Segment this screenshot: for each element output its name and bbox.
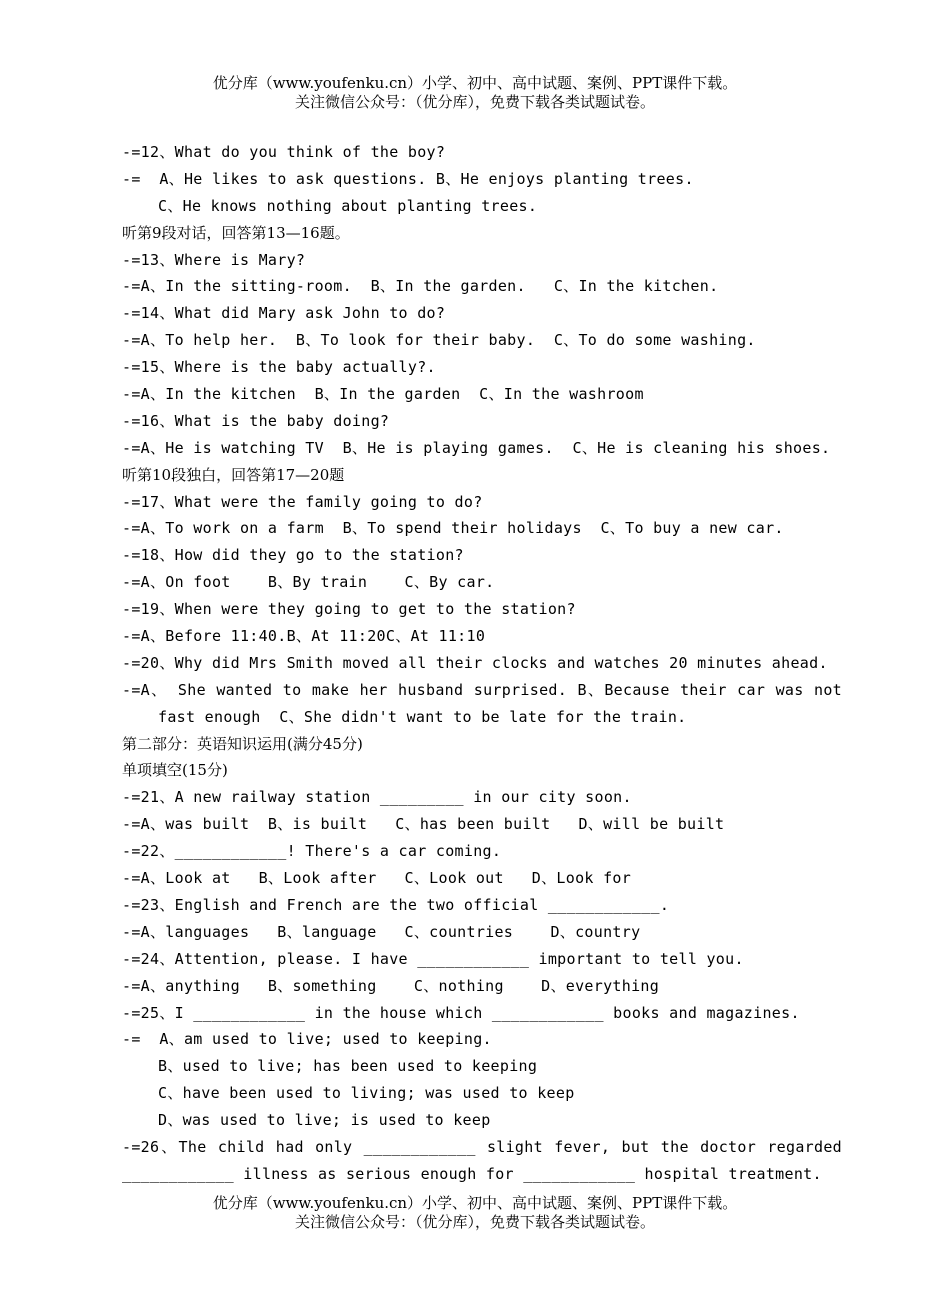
question-17: -=17、What were the family going to do? [122, 492, 483, 511]
question-26-cont: ____________ illness as serious enough for ____________ hospital treatment. [122, 1164, 822, 1183]
options-18: -=A、On foot B、By train C、By car. [122, 573, 495, 592]
question-12: -=12、What do you think of the boy? [122, 143, 446, 161]
footer-line-2: 关注微信公众号：（优分库），免费下载各类试题试卷。 [294, 1213, 655, 1231]
options-16: -=A、He is watching TV B、He is playing games. C、He is cleaning his shoes. [122, 438, 831, 457]
section-instruction: 听第10段独白，回答第17—20题 [122, 465, 345, 484]
part-heading: 第二部分：英语知识运用(满分45分) [122, 734, 363, 753]
option-25-c: C、have been used to living; was used to keep [158, 1084, 575, 1103]
option-25-a: -= A、am used to live; used to keeping. [122, 1030, 492, 1049]
question-24: -=24、Attention, please. I have ____________ important to tell you. [122, 949, 744, 968]
question-25: -=25、I ____________ in the house which ____________ books and magazines. [122, 1003, 800, 1022]
question-13: -=13、Where is Mary? [122, 250, 306, 269]
options-15: -=A、In the kitchen B、In the garden C、In the washroom [122, 385, 644, 404]
page-header [0, 74, 950, 112]
options-12: -= A、He likes to ask questions. B、He enjoys planting trees. [122, 169, 694, 188]
options-20-cont: fast enough C、She didn't want to be late for the train. [158, 707, 687, 726]
question-22: -=22、____________! There's a car coming. [122, 842, 502, 861]
question-19: -=19、When were they going to get to the station? [122, 600, 576, 619]
header-line-2: 关注微信公众号：（优分库），免费下载各类试题试卷。 [294, 93, 655, 111]
question-26: -=26、The child had only ____________ slight fever, but the doctor regarded [122, 1137, 842, 1156]
section-heading: 单项填空(15分) [122, 761, 228, 780]
options-22: -=A、Look at B、Look after C、Look out D、Look for [122, 869, 632, 888]
header-line-1: 优分库（www.youfenku.cn）小学、初中、高中试题、案例、PPT课件下载。 [212, 74, 738, 92]
question-15: -=15、Where is the baby actually?. [122, 358, 436, 377]
options-23: -=A、languages B、language C、countries D、country [122, 922, 641, 941]
options-17: -=A、To work on a farm B、To spend their holidays C、To buy a new car. [122, 519, 784, 538]
options-21: -=A、was built B、is built C、has been built D、will be built [122, 815, 725, 834]
section-instruction: 听第9段对话，回答第13—16题。 [122, 223, 350, 242]
option-25-b: B、used to live; has been used to keeping [158, 1057, 538, 1076]
question-14: -=14、What did Mary ask John to do? [122, 304, 446, 323]
footer-line-1: 优分库（www.youfenku.cn）小学、初中、高中试题、案例、PPT课件下载。 [212, 1194, 738, 1212]
document-body [122, 139, 842, 1188]
question-18: -=18、How did they go to the station? [122, 546, 464, 565]
option-25-d: D、was used to live; is used to keep [158, 1111, 491, 1130]
options-20: -=A、 She wanted to make her husband surprised. B、Because their car was not [122, 680, 842, 699]
options-12-cont: C、He knows nothing about planting trees. [158, 196, 538, 215]
options-13: -=A、In the sitting-room. B、In the garden. C、In the kitchen. [122, 277, 719, 296]
question-21: -=21、A new railway station _________ in our city soon. [122, 788, 632, 807]
question-23: -=23、English and French are the two official ____________. [122, 895, 670, 914]
options-19: -=A、Before 11:40.B、At 11:20C、At 11:10 [122, 627, 486, 646]
page-footer [0, 1194, 950, 1232]
options-24: -=A、anything B、something C、nothing D、everything [122, 976, 660, 995]
question-20: -=20、Why did Mrs Smith moved all their clocks and watches 20 minutes ahead. [122, 653, 828, 672]
question-16: -=16、What is the baby doing? [122, 411, 390, 430]
options-14: -=A、To help her. B、To look for their baby. C、To do some washing. [122, 331, 756, 350]
